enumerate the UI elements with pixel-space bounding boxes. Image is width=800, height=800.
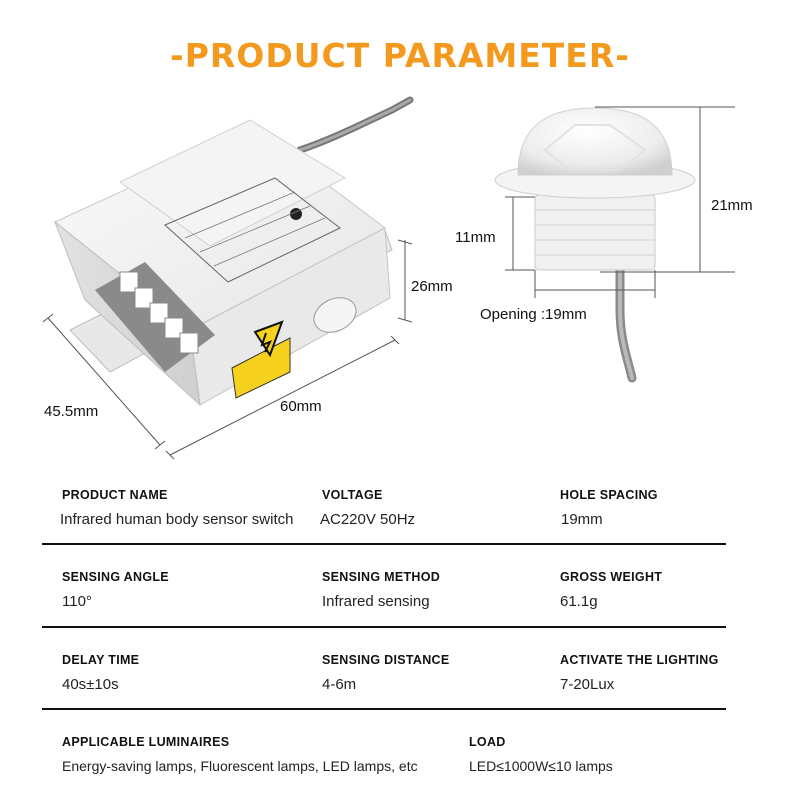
spec-sensing-method <box>322 570 440 610</box>
spec-value: 110° <box>62 593 92 610</box>
spec-label: DELAY TIME <box>62 653 140 667</box>
spec-value: 4-6m <box>322 676 357 693</box>
box-length-label: 60mm <box>280 398 322 415</box>
sensor-height-label: 21mm <box>711 197 753 214</box>
spec-product-name <box>62 488 293 528</box>
spec-label: ACTIVATE THE LIGHTING <box>560 653 719 667</box>
spec-hole-spacing <box>560 488 658 528</box>
spec-label: GROSS WEIGHT <box>560 570 663 584</box>
spec-label: LOAD <box>469 735 506 749</box>
spec-value: Infrared human body sensor switch <box>60 511 294 528</box>
box-height-label: 26mm <box>411 278 453 295</box>
divider <box>42 626 726 628</box>
spec-label: SENSING DISTANCE <box>322 653 450 667</box>
spec-value: 61.1g <box>560 593 598 610</box>
sensor-thread-label: 11mm <box>455 229 496 246</box>
spec-value: Energy-saving lamps, Fluorescent lamps, LED lamps, etc <box>62 758 418 774</box>
box-cable <box>300 100 410 150</box>
spec-value: 7-20Lux <box>560 676 615 693</box>
spec-label: HOLE SPACING <box>560 488 658 502</box>
spec-voltage <box>322 488 415 528</box>
divider <box>42 708 726 710</box>
spec-label: SENSING ANGLE <box>62 570 169 584</box>
divider <box>42 543 726 545</box>
spec-label: SENSING METHOD <box>322 570 441 584</box>
page-title: -PRODUCT PARAMETER- <box>170 36 630 75</box>
spec-sensing-angle <box>62 570 169 610</box>
spec-label: VOLTAGE <box>322 488 383 502</box>
spec-value: 40s±10s <box>62 676 119 693</box>
switch-box <box>55 120 392 405</box>
spec-gross-weight <box>560 570 662 610</box>
spec-sensing-distance <box>322 653 450 693</box>
spec-label: PRODUCT NAME <box>62 488 168 502</box>
box-width-label: 45.5mm <box>44 403 99 420</box>
sensor-opening-label: Opening :19mm <box>480 306 587 323</box>
spec-delay-time <box>62 653 139 693</box>
spec-value: LED≤1000W≤10 lamps <box>469 758 613 774</box>
spec-value: Infrared sensing <box>322 593 430 610</box>
spec-value: 19mm <box>561 511 603 528</box>
spec-applicable-luminaires <box>62 735 418 774</box>
spec-load <box>469 735 613 774</box>
spec-label: APPLICABLE LUMINAIRES <box>62 735 230 749</box>
pir-sensor <box>495 108 695 378</box>
spec-activate-lighting <box>560 653 719 693</box>
spec-value: AC220V 50Hz <box>320 511 416 528</box>
